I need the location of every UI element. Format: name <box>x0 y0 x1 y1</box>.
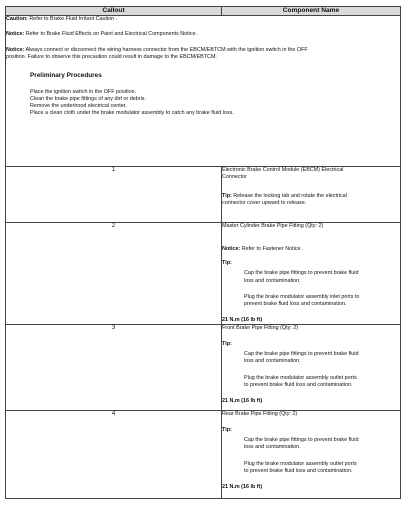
callout-number: 2 <box>6 223 222 325</box>
tip-item: Plug the brake modulator assembly inlet ports to <box>244 293 360 300</box>
torque-spec: 21 N.m (16 lb ft) <box>222 316 263 323</box>
tip-item-cont: to prevent brake fluid loss and contamination. <box>244 381 353 388</box>
table-row <box>6 325 401 411</box>
tip-item-cont: loss and contamination. <box>244 358 301 365</box>
table-row <box>6 167 401 223</box>
notice-text: Refer to Fastener Notice . <box>240 246 304 253</box>
procedure-table <box>5 6 401 499</box>
notice-label: Notice: <box>222 246 241 253</box>
notice-paint-label: Notice: <box>6 31 25 38</box>
component-name-column-header: Component Name <box>222 7 401 16</box>
preliminary-step: Place a clean cloth under the brake modulator assembly to catch any brake fluid loss. <box>30 110 234 117</box>
component-cell <box>222 167 401 223</box>
tip-label: Tip: <box>222 341 232 348</box>
tip-text-cont: connector cover upward to release. <box>222 200 307 207</box>
tip-item: Cap the brake pipe fittings to prevent brake fluid <box>244 351 359 358</box>
tip-item: Plug the brake modulator assembly outlet ports <box>244 460 357 467</box>
tip-item: Plug the brake modulator assembly outlet ports <box>244 374 357 381</box>
torque-spec: 21 N.m (16 lb ft) <box>222 397 263 404</box>
tip-body <box>244 437 400 475</box>
tip-label: Tip: <box>222 427 232 434</box>
notice-paint-line <box>6 31 400 38</box>
component-cell <box>222 223 401 325</box>
preliminary-procedures-heading: Preliminary Procedures <box>30 71 102 79</box>
callout-number: 3 <box>6 325 222 411</box>
component-name: Rear Brake Pipe Fitting (Qty: 2) <box>222 411 298 417</box>
component-cell <box>222 325 401 411</box>
tip-item-cont: prevent brake fluid loss and contamination. <box>244 300 347 307</box>
tip-text: Release the locking tab and rotate the electrical <box>231 193 347 200</box>
torque-spec: 21 N.m (16 lb ft) <box>222 483 263 490</box>
notice-ebcm-label: Notice: <box>6 47 25 54</box>
tip-item: Cap the brake pipe fittings to prevent brake fluid <box>244 270 359 277</box>
preliminary-step: Clean the brake pipe fittings of any dirt or debris. <box>30 96 146 103</box>
callout-number: 1 <box>6 167 222 223</box>
component-name-cont: Connector <box>222 174 247 181</box>
tip-label: Tip: <box>222 193 232 200</box>
table-header-row <box>6 7 401 16</box>
notice-line <box>222 246 400 253</box>
tip-body <box>244 270 400 308</box>
tip-label: Tip: <box>222 260 232 267</box>
tip-item: Cap the brake pipe fittings to prevent brake fluid <box>244 437 359 444</box>
component-name: Front Brake Pipe Fitting (Qty: 2) <box>222 325 299 331</box>
tip-body <box>244 351 400 389</box>
callout-column-header: Callout <box>6 7 222 16</box>
tip-item-cont: loss and contamination. <box>244 277 301 284</box>
table-row <box>6 411 401 499</box>
component-name: Electronic Brake Control Module (EBCM) Electrical <box>222 167 344 173</box>
component-name: Master Cylinder Brake Pipe Fitting (Qty: 2) <box>222 223 324 229</box>
notice-ebcm-line <box>6 47 400 54</box>
caution-label: Caution: <box>6 16 28 22</box>
caution-line <box>6 16 400 23</box>
callout-number: 4 <box>6 411 222 499</box>
tip-item-cont: to prevent brake fluid loss and contamination. <box>244 467 353 474</box>
notices-cell <box>6 16 401 167</box>
table-row <box>6 223 401 325</box>
preliminary-step: Remove the underhood electrical center. <box>30 103 127 110</box>
preliminary-step: Place the ignition switch in the OFF position. <box>30 88 137 95</box>
tip-line <box>222 193 400 200</box>
notice-ebcm-text-2: position. Failure to observe this precaution could result in damage to the EBCM/EBTCM. <box>6 54 217 61</box>
notice-ebcm-text-1: Always connect or disconnect the wiring harness connector from the EBCM/EBTCM with the ignition switch in the OFF <box>24 47 308 54</box>
preliminary-steps <box>30 89 400 118</box>
notice-paint-text: Refer to Brake Fluid Effects on Paint and Electrical Components Notice . <box>24 31 199 38</box>
notices-row <box>6 16 401 167</box>
tip-item-cont: loss and contamination. <box>244 444 301 451</box>
caution-text: Refer to Brake Fluid Irritant Caution . <box>27 16 118 22</box>
component-cell <box>222 411 401 499</box>
